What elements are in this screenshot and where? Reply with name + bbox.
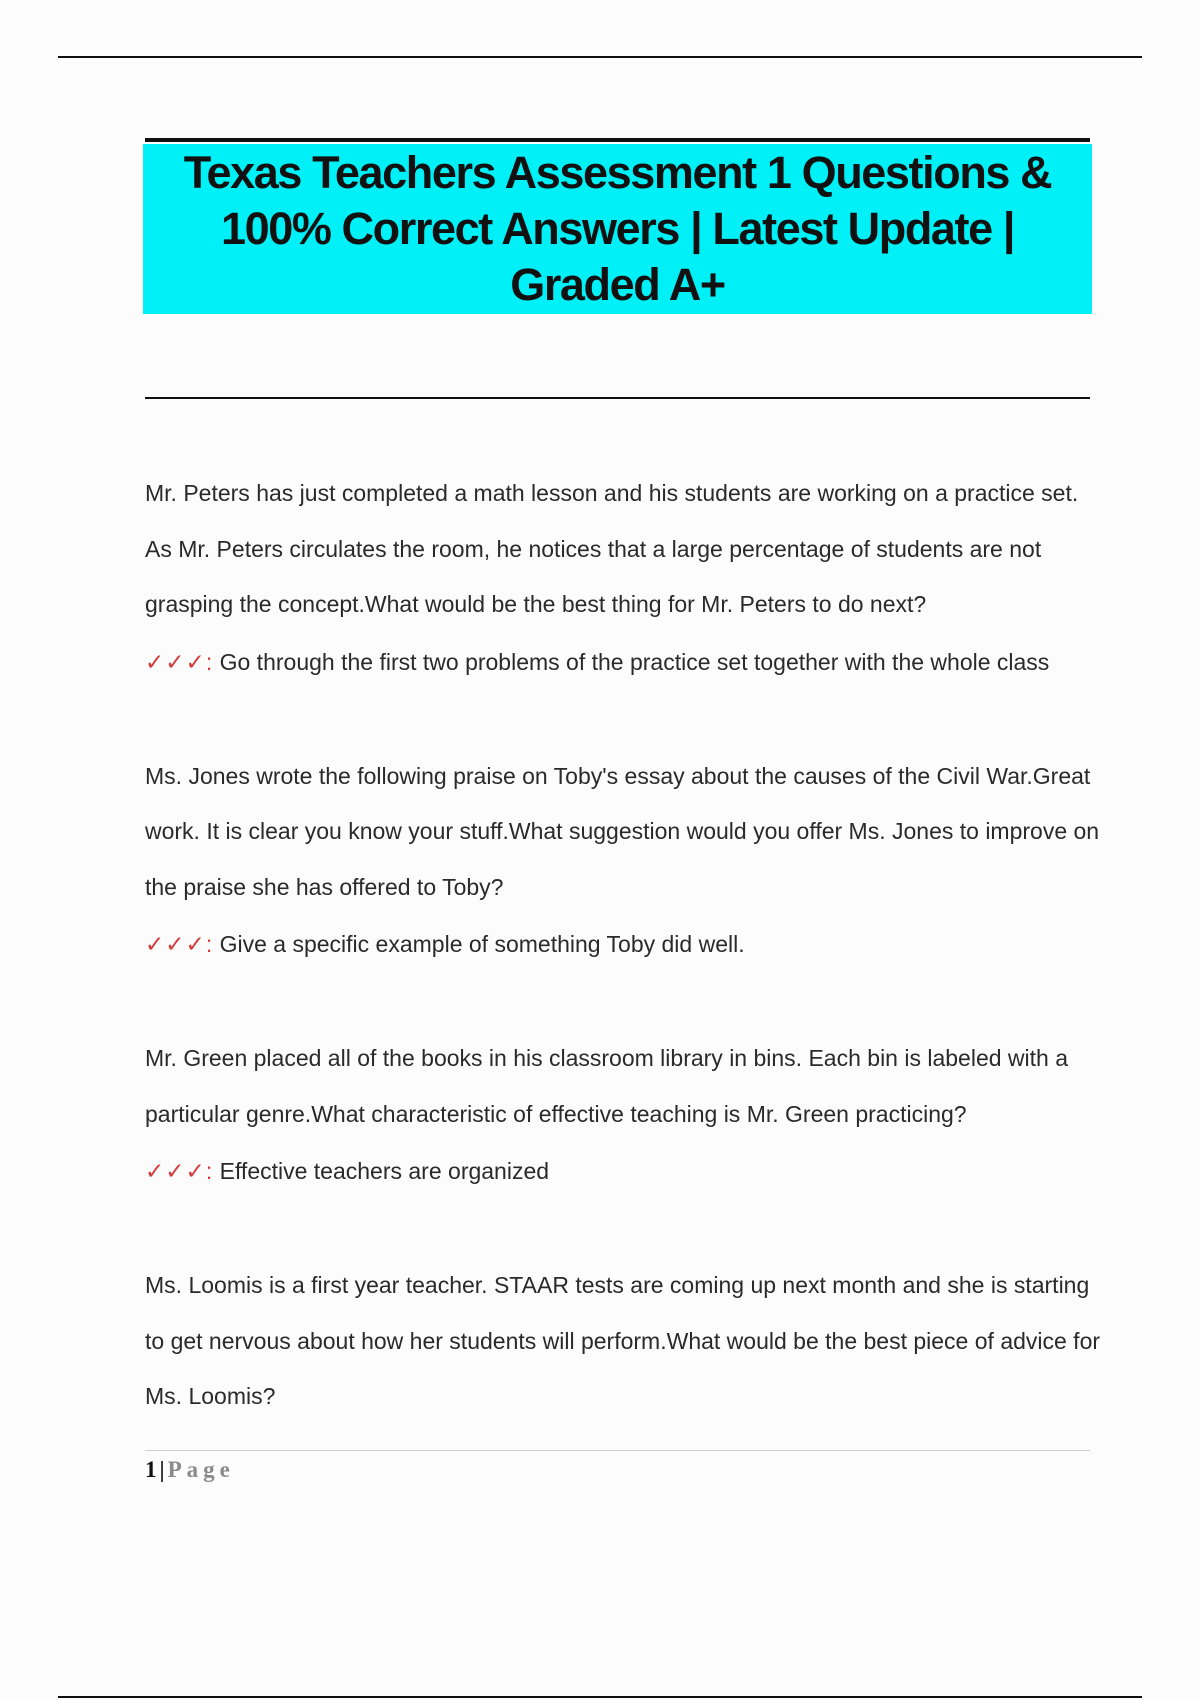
check-marks-icon: ✓✓✓: bbox=[145, 1158, 214, 1184]
page-label: Page bbox=[167, 1457, 235, 1482]
footer-separator: | bbox=[159, 1457, 165, 1482]
title-top-rule bbox=[145, 138, 1090, 142]
qa-item bbox=[145, 749, 1105, 974]
question-text: Ms. Loomis is a first year teacher. STAAR tests are coming up next month and she is starting to get nervous about how her students will perform.What would be the best piece of advice for Ms. Loomis? bbox=[145, 1272, 1101, 1409]
page-number: 1 bbox=[145, 1457, 157, 1482]
answer-text: Go through the first two problems of the practice set together with the whole class bbox=[219, 648, 1050, 675]
answer-text: Effective teachers are organized bbox=[219, 1158, 550, 1184]
page-top-rule bbox=[58, 56, 1142, 58]
page-footer bbox=[145, 1452, 235, 1488]
question-text: Mr. Peters has just completed a math lesson and his students are working on a practice set. As Mr. Peters circulates the room, he notices that a large percentage of students are not grasping the concept.What would be the best thing for Mr. Peters to do next? bbox=[145, 480, 1079, 617]
qa-item bbox=[145, 1258, 1105, 1425]
footer-rule bbox=[145, 1450, 1090, 1451]
answer-line bbox=[145, 915, 1105, 973]
answer-text: Give a specific example of something Toby did well. bbox=[219, 931, 745, 957]
check-marks-icon: ✓✓✓: bbox=[145, 931, 214, 957]
answer-line bbox=[145, 1142, 1105, 1200]
page-bottom-rule bbox=[58, 1696, 1142, 1698]
qa-list bbox=[145, 466, 1105, 1483]
title-separator-rule bbox=[145, 397, 1090, 399]
answer-line bbox=[145, 633, 1105, 691]
question-text: Mr. Green placed all of the books in his classroom library in bins. Each bin is labeled with a particular genre.What characteristic of effective teaching is Mr. Green practicing? bbox=[145, 1045, 1069, 1127]
title-banner bbox=[143, 144, 1092, 314]
qa-item bbox=[145, 1031, 1105, 1200]
check-marks-icon: ✓✓✓: bbox=[145, 648, 214, 675]
document-title: Texas Teachers Assessment 1 Questions & 100% Correct Answers | Latest Update | Graded A+ bbox=[183, 147, 1052, 310]
question-text: Ms. Jones wrote the following praise on Toby's essay about the causes of the Civil War.Great work. It is clear you know your stuff.What suggestion would you offer Ms. Jones to improve on the praise she has offered to Toby? bbox=[145, 762, 1100, 900]
qa-item bbox=[145, 466, 1105, 691]
